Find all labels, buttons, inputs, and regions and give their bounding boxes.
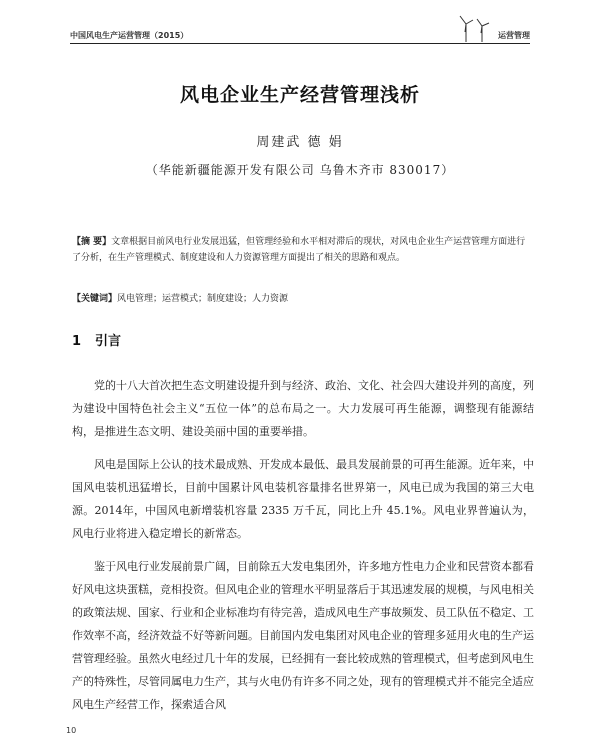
keywords [72, 291, 534, 307]
page-number: 10 [66, 726, 77, 735]
running-header [70, 22, 530, 44]
header-rule [70, 43, 530, 44]
section-heading [72, 330, 121, 349]
article-authors: 周建武 德 娟 [256, 135, 344, 150]
paragraph: 鉴于风电行业发展前景广阔，目前除五大发电集团外，许多地方性电力企业和民营资本都看好风电这块蛋糕，竞相投资。但风电企业的管理水平明显落后于其迅速发展的规模，与风电相关的政策法规、国家、行业和企业标准均有待完善，造成风电生产事故频发、员工队伍不稳定、工作效率不高，经济效益不好等新问题。目前国内发电集团对风电企业的管理多延用火电的生产运营管理经验。虽然火电经过几十年的发展，已经拥有一套比较成熟的管理模式，但考虑到风电生产的特殊性，尽管同属电力生产，其与火电仍有许多不同之处，现有的管理模式并不能完全适应风电生产经营工作，探索适合风 [72, 560, 534, 711]
paragraph: 风电是国际上公认的技术最成熟、开发成本最低、最具发展前景的可再生能源。近年来，中国风电装机迅猛增长，目前中国累计风电装机容量排名世界第一，风电已成为我国的第三大电源。2014年，中国风电新增装机容量 2335 万千瓦，同比上升 45.1%。风电业界普遍认为，风电行业将进入稳定增长的新常态。 [72, 458, 534, 540]
abstract [72, 234, 534, 266]
keywords-label: 【关键词】 [72, 294, 118, 304]
section-title: 引言 [95, 334, 122, 349]
abstract-label: 【摘 要】 [72, 237, 112, 247]
article-affiliation: （华能新疆能源开发有限公司 乌鲁木齐市 830017） [145, 163, 455, 177]
article-title: 风电企业生产经营管理浅析 [179, 84, 420, 106]
abstract-text: 文章根据目前风电行业发展迅猛，但管理经验和水平相对滞后的现状，对风电企业生产运营管理方面进行了分析，在生产管理模式、制度建设和人力资源管理方面提出了相关的思路和观点。 [72, 237, 526, 263]
section-tag: 运营管理 [498, 31, 530, 40]
body-text [72, 374, 534, 726]
paragraph: 党的十八大首次把生态文明建设提升到与经济、政治、文化、社会四大建设并列的高度，列为建设中国特色社会主义“五位一体”的总布局之一。大力发展可再生能源，调整现有能源结构，是推进生态文明、建设美丽中国的重要举措。 [72, 379, 534, 438]
section-number: 1 [72, 334, 82, 349]
journal-name: 中国风电生产运营管理（2015） [70, 31, 189, 40]
wind-turbine-icon [456, 14, 492, 42]
keywords-text: 风电管理；运营模式；制度建设；人力资源 [117, 294, 289, 304]
